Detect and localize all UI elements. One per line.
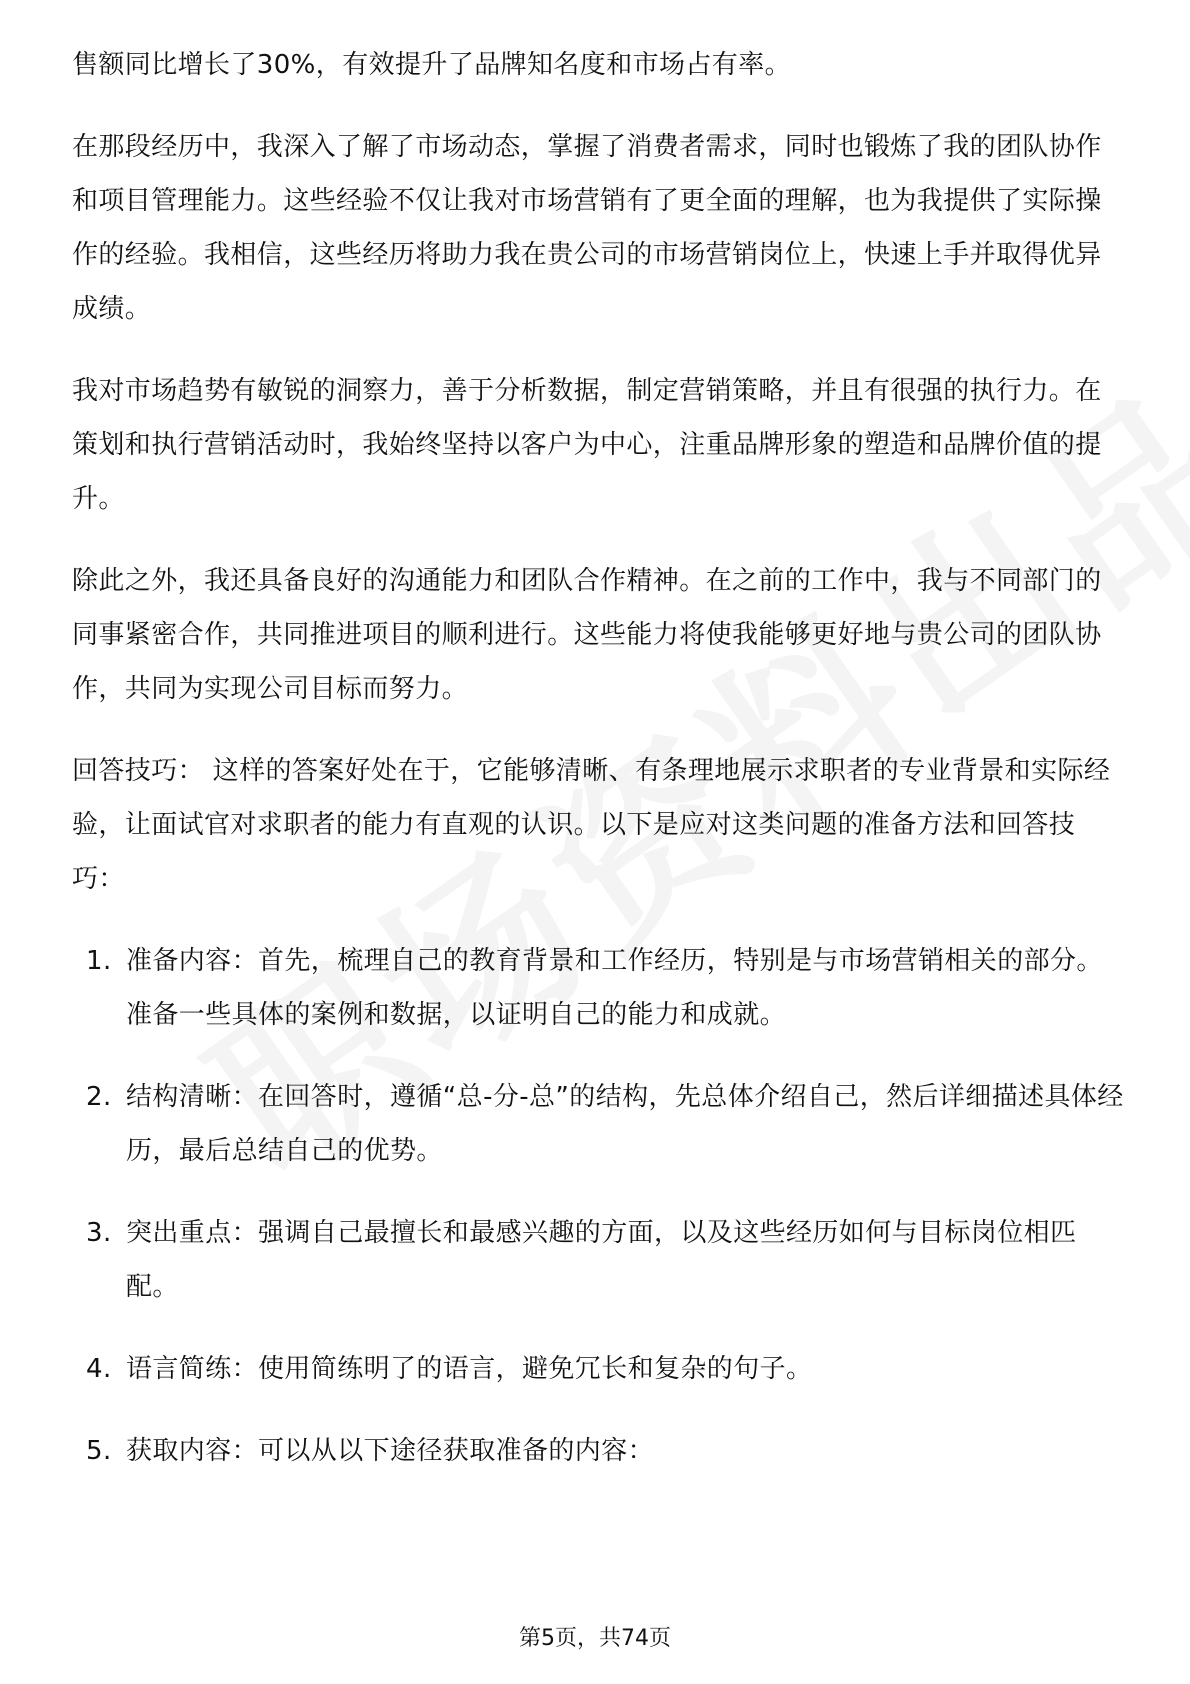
list-number: 4. [86,1354,112,1384]
list-text: 突出重点：强调自己最擅长和最感兴趣的方面，以及这些经历如何与目标岗位相匹配。 [126,1218,1077,1302]
page-number-footer: 第5页，共74页 [519,1626,671,1651]
list-text: 语言简练：使用简练明了的语言，避免冗长和复杂的句子。 [126,1354,813,1384]
paragraph-sales-result: 售额同比增长了30%，有效提升了品牌知名度和市场占有率。 [72,50,791,80]
list-number: 2. [86,1082,112,1112]
list-number: 5. [86,1436,112,1466]
paragraph-answer-tips: 回答技巧： 这样的答案好处在于，它能够清晰、有条理地展示求职者的专业背景和实际经验，让面试官对求职者的能力有直观的认识。以下是应对这类问题的准备方法和回答技巧： [72,756,1111,894]
list-item [72,1424,1124,1478]
tips-list [72,934,1124,1478]
list-item [72,1070,1124,1178]
list-text: 结构清晰：在回答时，遵循“总-分-总”的结构，先总体介绍自己，然后详细描述具体经历，最后总结自己的优势。 [126,1082,1124,1166]
list-number: 1. [86,946,112,976]
list-item [72,934,1124,1042]
paragraph-insight: 我对市场趋势有敏锐的洞察力，善于分析数据，制定营销策略，并且有很强的执行力。在策划和执行营销活动时，我始终坚持以客户为中心，注重品牌形象的塑造和品牌价值的提升。 [72,376,1102,514]
page-content [72,38,1124,1506]
list-item [72,1342,1124,1396]
list-number: 3. [86,1218,112,1248]
paragraph-communication: 除此之外，我还具备良好的沟通能力和团队合作精神。在之前的工作中，我与不同部门的同事紧密合作，共同推进项目的顺利进行。这些能力将使我能够更好地与贵公司的团队协作，共同为实现公司目标而努力。 [72,566,1102,704]
list-item [72,1206,1124,1314]
list-text: 获取内容：可以从以下途径获取准备的内容： [126,1436,655,1466]
paragraph-experience: 在那段经历中，我深入了解了市场动态，掌握了消费者需求，同时也锻炼了我的团队协作和项目管理能力。这些经验不仅让我对市场营销有了更全面的理解，也为我提供了实际操作的经验。我相信，这些经历将助力我在贵公司的市场营销岗位上，快速上手并取得优异成绩。 [72,132,1102,324]
list-text: 准备内容：首先，梳理自己的教育背景和工作经历，特别是与市场营销相关的部分。准备一些具体的案例和数据，以证明自己的能力和成就。 [126,946,1103,1030]
